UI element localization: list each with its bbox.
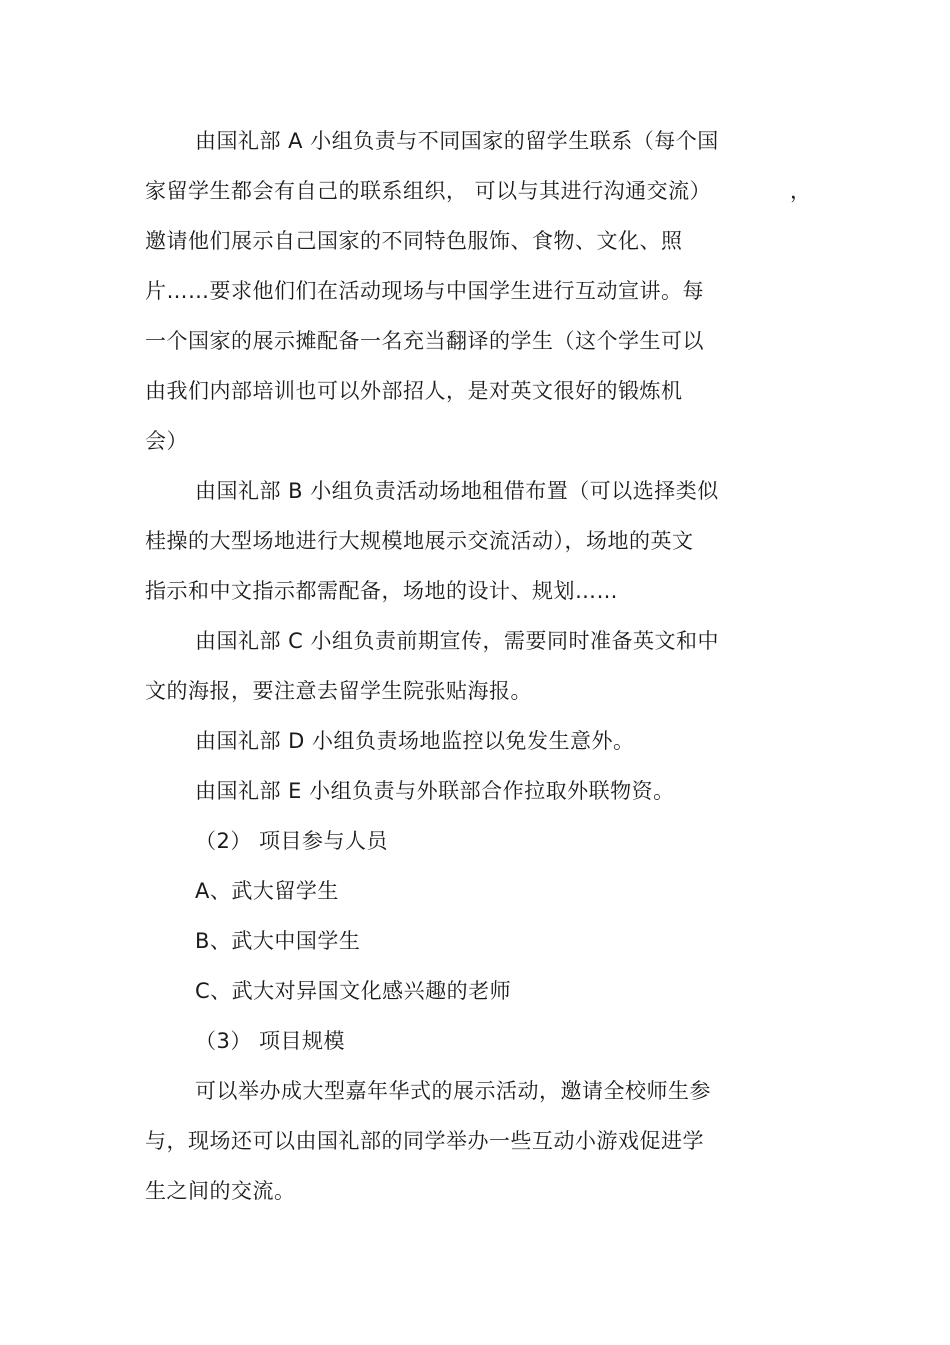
paragraph-a-comma: ， [790,179,812,203]
list-item-b: B、武大中国学生 [195,929,361,953]
paragraph-a-line-5: 一个国家的展示摊配备一名充当翻译的学生（这个学生可以 [145,329,704,353]
paragraph-c-line-1: 由国礼部 C 小组负责前期宣传，需要同时准备英文和中 [195,629,720,653]
paragraph-e: 由国礼部 E 小组负责与外联部合作拉取外联物资。 [195,779,675,803]
paragraph-a-line-6: 由我们内部培训也可以外部招人，是对英文很好的锻炼机 [145,379,683,403]
paragraph-a-line-7: 会） [145,429,188,453]
paragraph-a-line-1: 由国礼部 A 小组负责与不同国家的留学生联系（每个国 [195,129,719,153]
paragraph-b-line-1: 由国礼部 B 小组负责活动场地租借布置（可以选择类似 [195,479,719,503]
paragraph-c-line-2: 文的海报，要注意去留学生院张贴海报。 [145,679,532,703]
section-heading-2: （2） 项目参与人员 [195,829,389,853]
list-item-c: C、武大对异国文化感兴趣的老师 [195,979,512,1003]
paragraph-a-line-2: 家留学生都会有自己的联系组织， 可以与其进行沟通交流） [145,179,712,203]
paragraph-a-line-3: 邀请他们展示自己国家的不同特色服饰、食物、文化、照 [145,229,683,253]
paragraph-b-line-2: 桂操的大型场地进行大规模地展示交流活动），场地的英文 [145,529,694,553]
paragraph-scale-line-1: 可以举办成大型嘉年华式的展示活动，邀请全校师生参 [195,1079,711,1103]
paragraph-scale-line-2: 与，现场还可以由国礼部的同学举办一些互动小游戏促进学 [145,1129,704,1153]
list-item-a: A、武大留学生 [195,879,339,903]
paragraph-d: 由国礼部 D 小组负责场地监控以免发生意外。 [195,729,635,753]
paragraph-a-line-4: 片……要求他们们在活动现场与中国学生进行互动宣讲。每 [145,279,704,303]
paragraph-b-line-3: 指示和中文指示都需配备，场地的设计、规划…… [145,579,618,603]
section-heading-3: （3） 项目规模 [195,1029,346,1053]
paragraph-scale-line-3: 生之间的交流。 [145,1179,296,1203]
